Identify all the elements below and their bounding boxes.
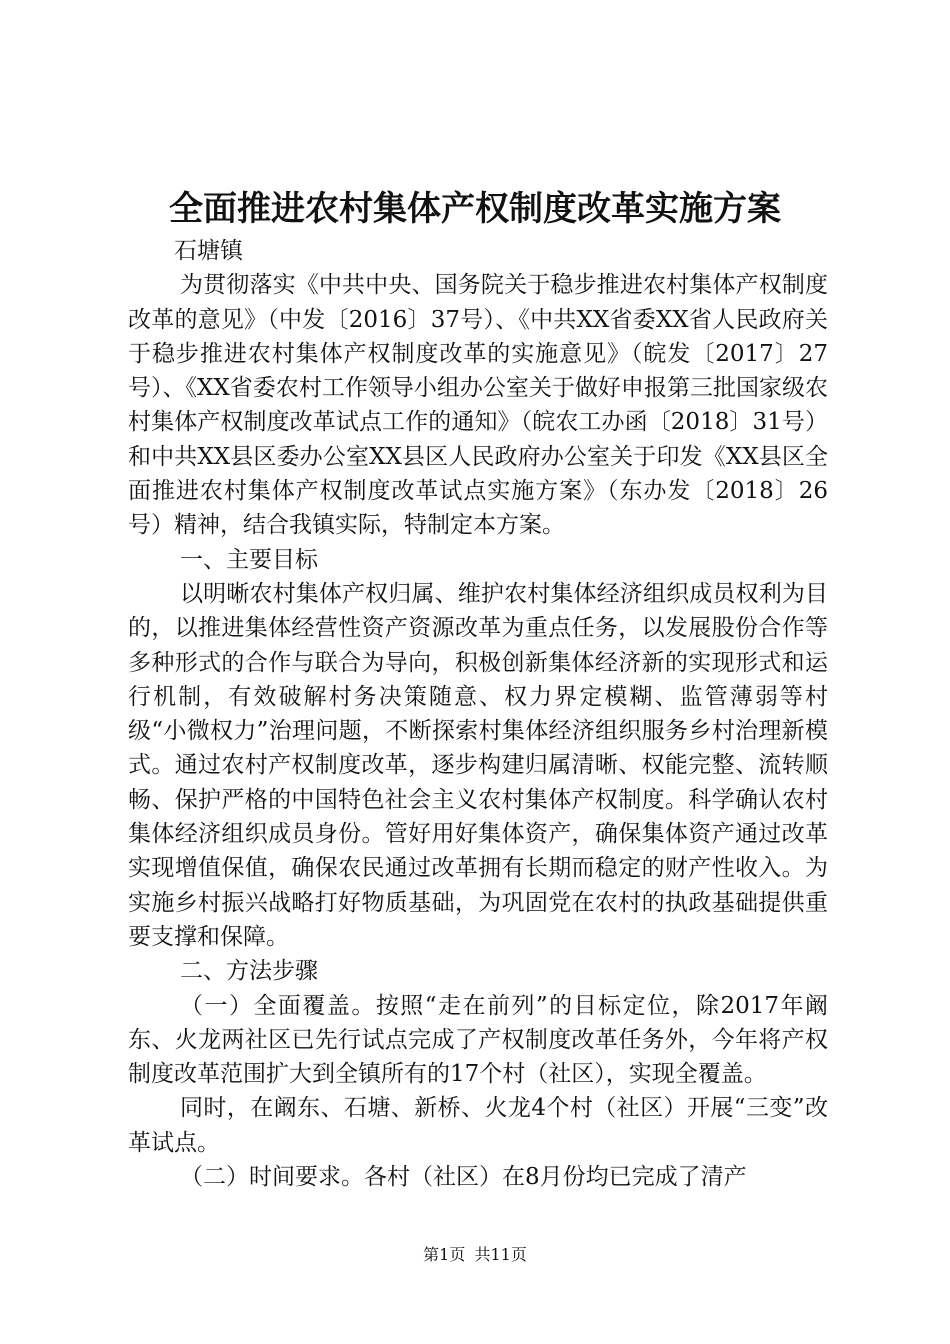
author-line: 石塘镇 (174, 238, 243, 264)
section-heading-goals: 一、主要目标 (180, 546, 318, 573)
page-footer (0, 1244, 950, 1266)
paragraph-coverage: （一）全面覆盖。按照“走在前列”的目标定位，除2017年阚东、火龙两社区已先行试点完成了产权制度改革任务外，今年将产权制度改革范围扩大到全镇所有的17个村（社区），实现全覆盖。 (128, 992, 828, 1088)
paragraph-goals: 以明晰农村集体产权归属、维护农村集体经济组织成员权利为目的，以推进集体经营性资产资源改革为重点任务，以发展股份合作等多种形式的合作与联合为导向，积极创新集体经济新的实现形式和运行机制，有效破解村务决策随意、权力界定模糊、监管薄弱等村级“小微权力”治理问题，不断探索村集体经济组织服务乡村治理新模式。通过农村产权制度改革，逐步构建归属清晰、权能完整、流转顺畅、保护严格的中国特色社会主义农村集体产权制度。科学确认农村集体经济组织成员身份。管好用好集体资产，确保集体资产通过改革实现增值保值，确保农民通过改革拥有长期而稳定的财产性收入。为实施乡村振兴战略打好物质基础，为巩固党在农村的执政基础提供重要支撑和保障。 (128, 580, 828, 950)
page-total: 共11页 (474, 1245, 527, 1264)
paragraph-intro: 为贯彻落实《中共中央、国务院关于稳步推进农村集体产权制度改革的意见》（中发〔2016〕37号）、《中共XX省委XX省人民政府关于稳步推进农村集体产权制度改革的实施意见》（皖发〔2017〕27号）、《XX省委农村工作领导小组办公室关于做好申报第三批国家级农村集体产权制度改革试点工作的通知》（皖农工办函〔2018〕31号）和中共XX县区委办公室XX县区人民政府办公室关于印发《XX县区全面推进农村集体产权制度改革试点实施方案》（东办发〔2018〕26号）精神，结合我镇实际，特制定本方案。 (128, 272, 828, 539)
paragraph-pilot: 同时，在阚东、石塘、新桥、火龙4个村（社区）开展“三变”改革试点。 (128, 1095, 828, 1156)
document-title: 全面推进农村集体产权制度改革实施方案 (169, 189, 781, 229)
paragraph-timeline: （二）时间要求。各村（社区）在8月份均已完成了清产 (180, 1164, 747, 1191)
page-number: 第1页 (423, 1245, 466, 1264)
section-heading-steps: 二、方法步骤 (180, 958, 318, 985)
document-body (128, 234, 828, 1194)
